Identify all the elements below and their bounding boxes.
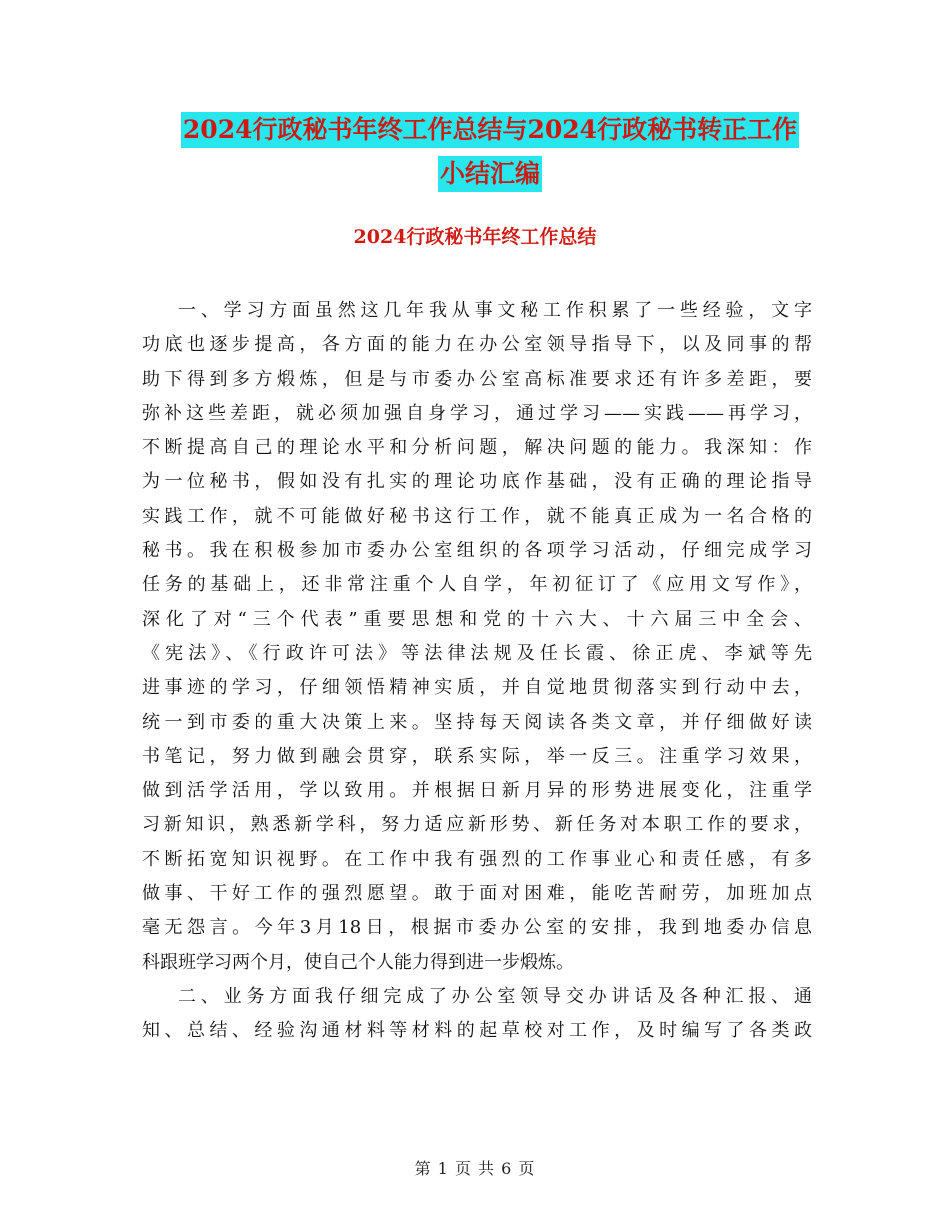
body-line: 书笔记，努力做到融会贯穿，联系实际，举一反三。注重学习效果， [142, 745, 812, 767]
body-text [142, 294, 812, 1049]
body-line: 为一位秘书，假如没有扎实的理论功底作基础，没有正确的理论指导 [142, 471, 812, 493]
title-line-1: 2024行政秘书年终工作总结与2024行政秘书转正工作 [181, 112, 799, 148]
body-line: 不断拓宽知识视野。在工作中我有强烈的工作事业心和责任感，有多 [142, 848, 812, 870]
body-line: 做到活学活用，学以致用。并根据日新月异的形势进展变化，注重学 [142, 780, 812, 802]
body-line: 弥补这些差距，就必须加强自身学习，通过学习——实践——再学习， [142, 402, 812, 424]
body-line: 实践工作，就不可能做好秘书这行工作，就不能真正成为一名合格的 [142, 505, 812, 527]
section-heading: 2024行政秘书年终工作总结 [353, 226, 597, 248]
body-line: 科跟班学习两个月，使自己个人能力得到进一步煅炼。 [142, 951, 574, 973]
body-line: 做事、干好工作的强烈愿望。敢于面对困难，能吃苦耐劳，加班加点 [142, 883, 812, 905]
body-line: 助下得到多方煅炼，但是与市委办公室高标准要求还有许多差距，要 [142, 368, 812, 390]
body-line: 一、学习方面虽然这几年我从事文秘工作积累了一些经验，文字 [178, 300, 812, 321]
body-line: 毫无怨言。今年3月18日，根据市委办公室的安排，我到地委办信息 [142, 917, 812, 939]
body-line: 功底也逐步提高，各方面的能力在办公室领导指导下，以及同事的帮 [142, 334, 812, 356]
document-title [140, 112, 840, 192]
body-line: 深化了对“三个代表”重要思想和党的十六大、十六届三中全会、 [142, 608, 812, 630]
body-line: 不断提高自己的理论水平和分析问题，解决问题的能力。我深知：作 [142, 437, 812, 459]
body-line: 进事迹的学习，仔细领悟精神实质，并自觉地贯彻落实到行动中去， [142, 677, 812, 699]
page-number: 第 1 页 共 6 页 [414, 1159, 536, 1178]
body-line: 知、总结、经验沟通材料等材料的起草校对工作，及时编写了各类政 [142, 1020, 812, 1042]
body-line: 秘书。我在积极参加市委办公室组织的各项学习活动，仔细完成学习 [142, 540, 812, 562]
body-line: 二、业务方面我仔细完成了办公室领导交办讲话及各种汇报、通 [178, 985, 812, 1007]
body-line: 统一到市委的重大决策上来。坚持每天阅读各类文章，并仔细做好读 [142, 711, 812, 733]
body-line: 习新知识，熟悉新学科，努力适应新形势、新任务对本职工作的要求， [142, 814, 812, 836]
body-line: 任务的基础上，还非常注重个人自学，年初征订了《应用文写作》， [142, 574, 812, 596]
title-line-2: 小结汇编 [438, 156, 542, 192]
body-line: 《宪法》、《行政许可法》等法律法规及任长霞、徐正虎、李斌等先 [142, 642, 812, 664]
